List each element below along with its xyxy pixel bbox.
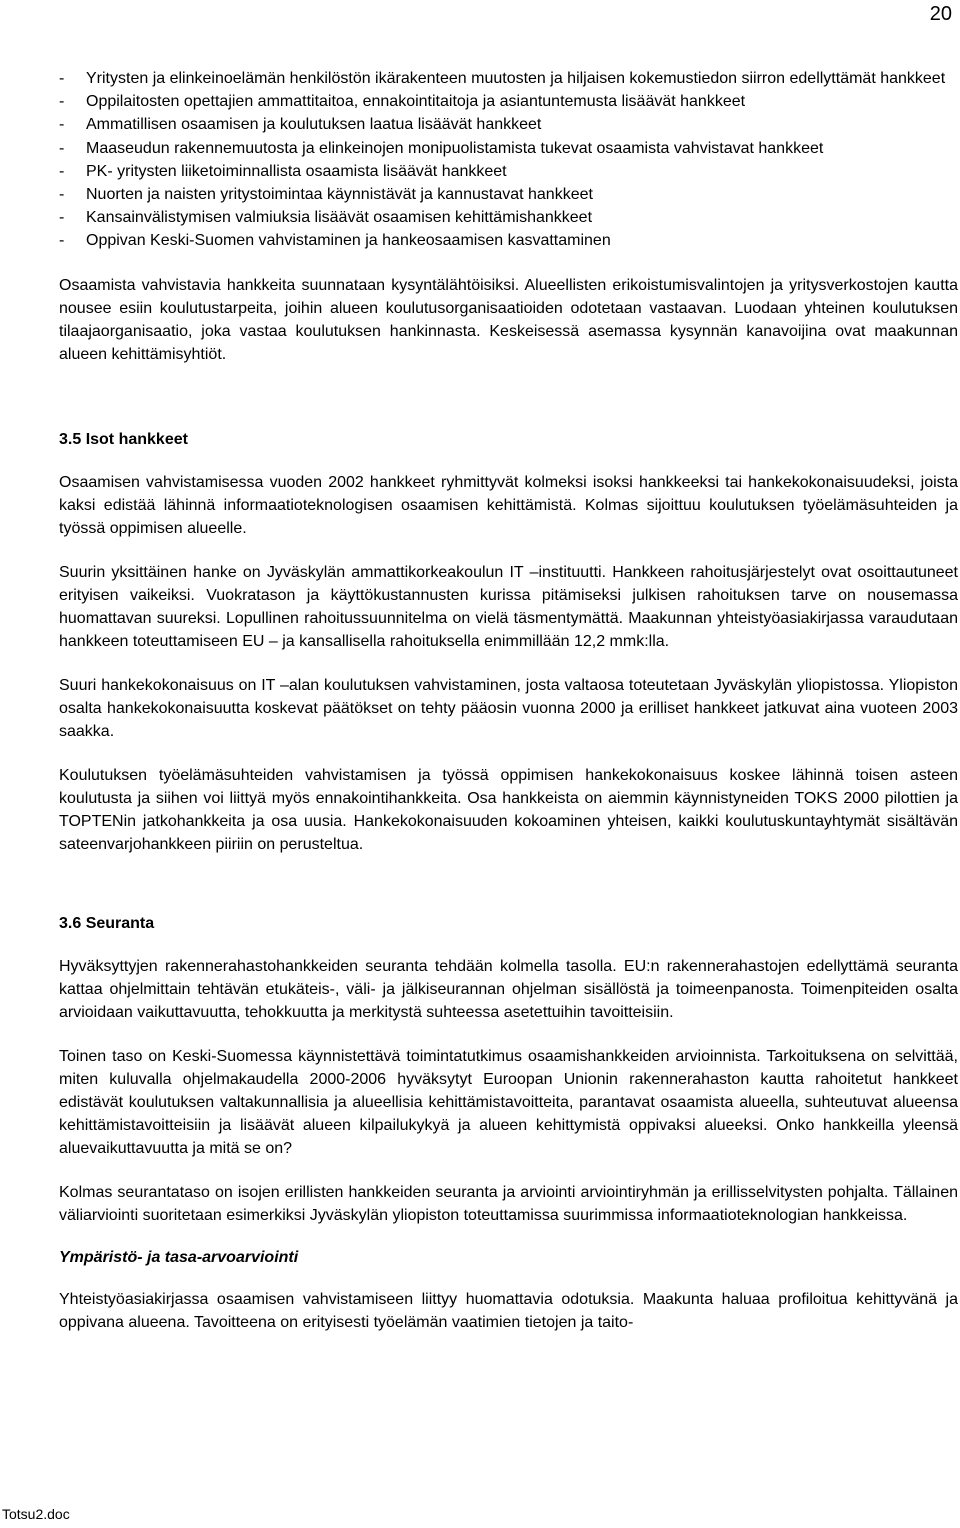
list-item	[59, 113, 958, 136]
list-item-text: Nuorten ja naisten yritystoimintaa käynnistävät ja kannustavat hankkeet	[86, 186, 593, 204]
list-dash: -	[59, 162, 65, 180]
page-number: 20	[929, 3, 952, 25]
paragraph: Toinen taso on Keski-Suomessa käynnistettävä toimintatutkimus osaamishankkeiden arvioinnista. Tarkoituksena on selvittää, miten kuluvalla ohjelmakaudella 2000-2006 hyväksytyt Euroopan Unionin rakennerahaston kautta rahoitetut hankkeet edistävät koulutuksen valtakunnallisia ja alueellisia kehittämistavoitteita, parantavat osaamista alueella, suhteutuvat alueensa kehittämistavoitteisiin ja lisäävät alueen kilpailukykyä ja alueen kehittymistä oppivaksi alueeksi. Onko hankkeilla yleensä aluevaikuttavuutta ja mitä se on?	[59, 1047, 958, 1157]
list-dash: -	[59, 232, 65, 250]
paragraph: Koulutuksen työelämäsuhteiden vahvistamisen ja työssä oppimisen hankekokonaisuus koskee lähinnä toisen asteen koulutusta ja siihen voi liittyä myös ennakointihankkeita. Osa hankkeista on aiemmin käynnistyneiden TOKS 2000 pilottien ja TOPTENin jatkohankkeita ja osa uusia. Hankekokonaisuuden kokoaminen yhteisen, kaikki koulutuskuntayhtymät sisältävän sateenvarjohankkeen piiriin on perusteltua.	[59, 766, 958, 853]
intro-paragraph: Osaamista vahvistavia hankkeita suunnataan kysyntälähtöisiksi. Alueellisten erikoistumisvalintojen ja yritysverkostojen kautta nousee esiin koulutustarpeita, joihin alueen koulutusorganisaatioiden odotetaan vastaavan. Luodaan yhteinen koulutuksen tilaajaorganisaatio, joka vastaa koulutuksen hankinnasta. Keskeisessä asemassa kysynnän kanavoijina ovat maakunnan alueen kehittämisyhtiöt.	[59, 276, 958, 363]
list-item-text: Yritysten ja elinkeinoelämän henkilöstön ikärakenteen muutosten ja hiljaisen kokemustiedon siirron edellyttämät hankkeet	[86, 70, 946, 87]
list-dash: -	[59, 139, 65, 157]
project-list	[59, 67, 958, 253]
list-item	[59, 90, 958, 113]
list-dash: -	[59, 70, 65, 87]
paragraph: Kolmas seurantataso on isojen erillisten hankkeiden seuranta ja arviointi arviointiryhmän ja erillisselvitysten pohjalta. Tällainen väliarviointi suoritetaan esimerkiksi Jyväskylän yliopiston toteuttamissa suurimmissa informaatioteknologian hankkeissa.	[59, 1183, 958, 1224]
paragraph: Suuri hankekokonaisuus on IT –alan koulutuksen vahvistaminen, josta valtaosa toteutetaan Jyväskylän yliopistossa. Yliopiston osalta hankekokonaisuutta koskevat päätökset on tehty pääosin vuonna 2000 ja erilliset hankkeet jatkuvat aina vuoteen 2003 saakka.	[59, 676, 958, 740]
document-body	[59, 67, 958, 1334]
paragraph: Suurin yksittäinen hanke on Jyväskylän ammattikorkeakoulun IT –instituutti. Hankkeen rahoitusjärjestelyt ovat osoittautuneet erityisen vaikeiksi. Vuokratason ja käyttökustannusten kurissa pitämiseksi julkisen rahoituksen tarve on nousemassa huomattavan suureksi. Lopullinen rahoitussuunnitelma on vielä täsmentymättä. Maakunnan yhteistyöasiakirjassa varaudutaan hankkeen toteuttamiseen EU – ja kansallisella rahoituksella enimmillään 12,2 mmk:lla.	[59, 563, 958, 650]
list-dash: -	[59, 116, 65, 134]
paragraph: Osaamisen vahvistamisessa vuoden 2002 hankkeet ryhmittyvät kolmeksi isoksi hankkeeksi tai hankekokonaisuudeksi, joista kaksi edistää lähinnä informaatioteknologisen osaamisen kehittämistä. Kolmas sijoittuu koulutuksen työelämäsuhteiden ja työssä oppimisen alueelle.	[59, 473, 958, 537]
list-dash: -	[59, 209, 65, 227]
list-item	[59, 160, 958, 183]
list-item	[59, 206, 958, 229]
list-item-text: Ammatillisen osaamisen ja koulutuksen laatua lisäävät hankkeet	[86, 116, 542, 134]
paragraph: Hyväksyttyjen rakennerahastohankkeiden seuranta tehdään kolmella tasolla. EU:n rakennerahastojen edellyttämä seuranta kattaa ohjelmittain tehtävän etukäteis-, väli- ja jälkiseurannan ohjelman sisällöstä ja toimeenpanosta. Toimenpiteiden osalta arvioidaan vaikuttavuutta, tehokkuutta ja merkitystä suhteessa asetettuihin tavoitteisiin.	[59, 957, 958, 1021]
list-item	[59, 67, 958, 90]
section-heading-seuranta: 3.6 Seuranta	[59, 914, 155, 932]
list-item-text: Oppilaitosten opettajien ammattitaitoa, ennakointitaitoja ja asiantuntemusta lisäävät hankkeet	[86, 93, 746, 111]
list-dash: -	[59, 186, 65, 204]
section-heading-isot-hankkeet: 3.5 Isot hankkeet	[59, 430, 188, 448]
footer-filename: Totsu2.doc	[2, 1506, 70, 1522]
list-item	[59, 183, 958, 206]
list-item-text: PK- yritysten liiketoiminnallista osaamista lisäävät hankkeet	[86, 162, 507, 180]
list-item-text: Oppivan Keski-Suomen vahvistaminen ja hankeosaamisen kasvattaminen	[86, 232, 611, 250]
list-item-text: Kansainvälistymisen valmiuksia lisäävät osaamisen kehittämishankkeet	[86, 209, 593, 227]
list-dash: -	[59, 93, 65, 111]
list-item-text: Maaseudun rakennemuutosta ja elinkeinojen monipuolistamista tukevat osaamista vahvistavat hankkeet	[86, 139, 824, 157]
list-item	[59, 137, 958, 160]
paragraph: Yhteistyöasiakirjassa osaamisen vahvistamiseen liittyy huomattavia odotuksia. Maakunta haluaa profiloitua kehittyvänä ja oppivana alueena. Tavoitteena on erityisesti työelämän vaatimien tietojen ja taito-	[59, 1290, 958, 1331]
subsection-heading: Ympäristö- ja tasa-arvoarviointi	[59, 1248, 299, 1266]
list-item	[59, 229, 958, 252]
